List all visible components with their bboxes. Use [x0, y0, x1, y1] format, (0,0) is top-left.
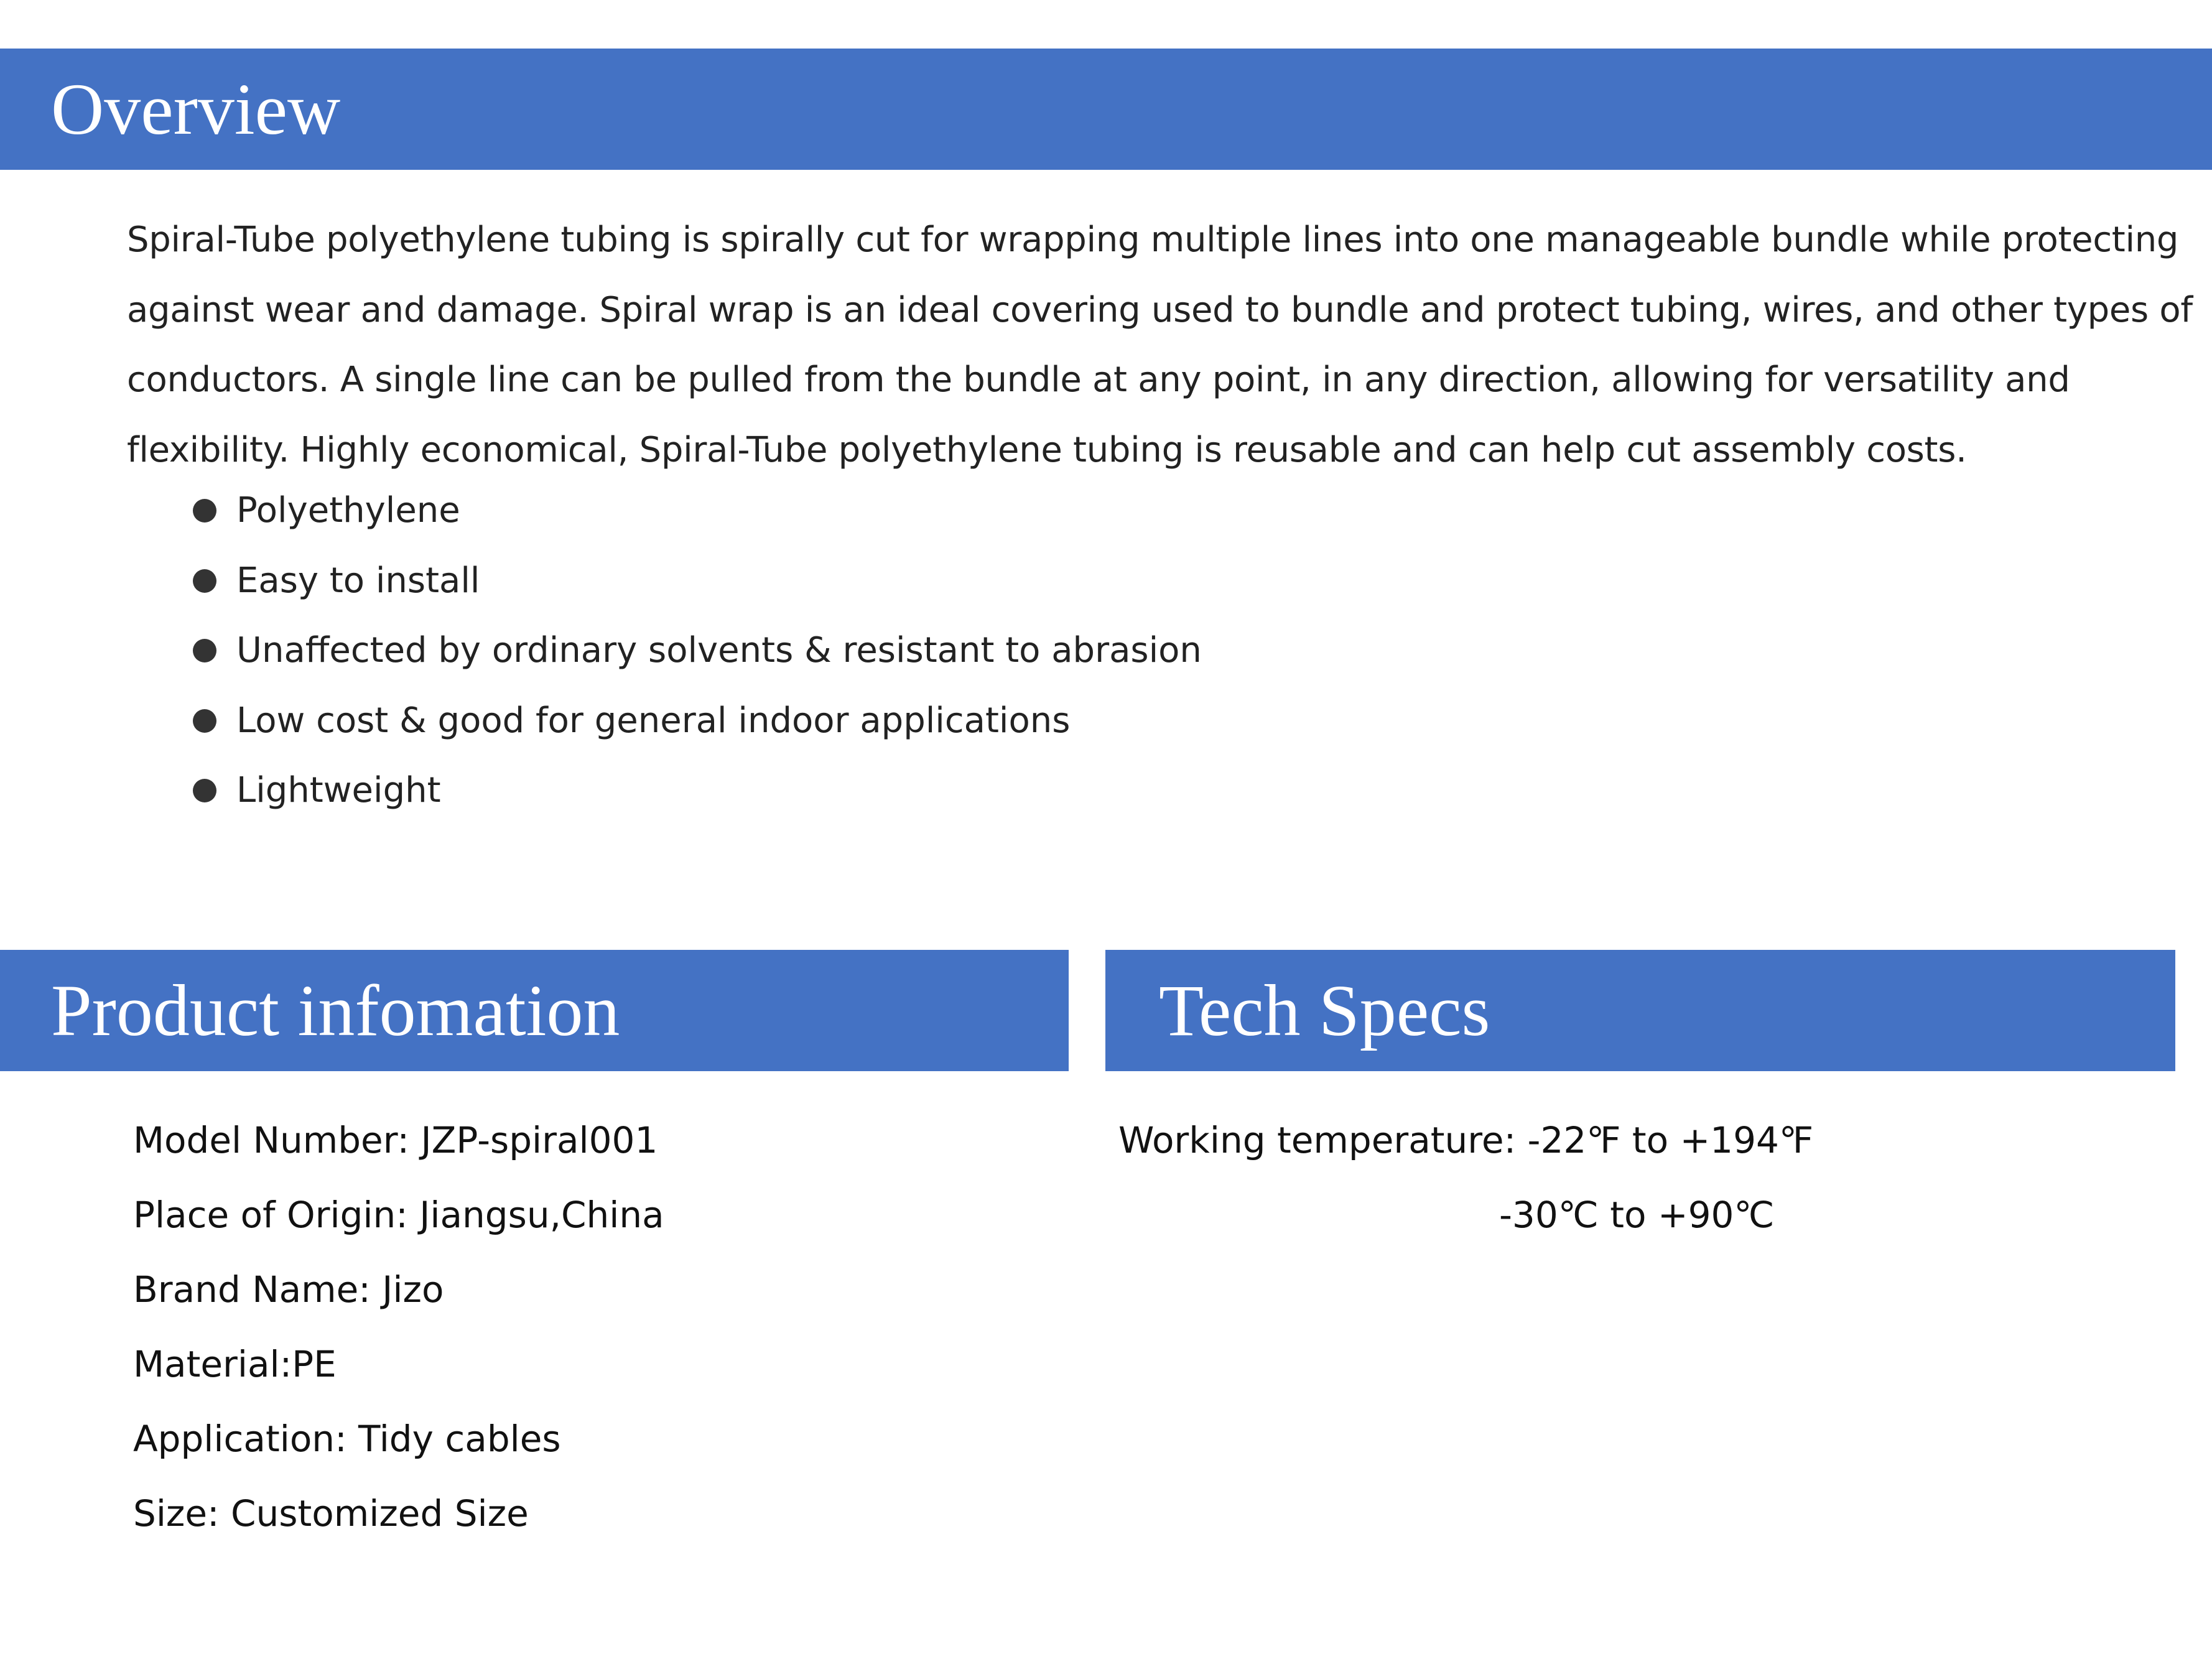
feature-text: Polyethylene [236, 490, 460, 531]
overview-heading-banner [0, 49, 2212, 170]
bullet-icon [193, 709, 216, 733]
feature-list [193, 476, 1202, 826]
feature-text: Unaffected by ordinary solvents & resistant to abrasion [236, 630, 1202, 671]
product-info-row: Size: Customized Size [133, 1492, 529, 1535]
product-info-list [133, 1103, 664, 1551]
product-info-row: Model Number: JZP-spiral001 [133, 1119, 658, 1161]
product-info-row: Place of Origin: Jiangsu,China [133, 1194, 664, 1236]
product-info-row: Application: Tidy cables [133, 1418, 561, 1460]
bullet-icon [193, 639, 216, 662]
feature-item [193, 756, 1202, 826]
tech-specs-heading-banner [1105, 950, 2175, 1071]
tech-specs-title: Tech Specs [1159, 970, 1490, 1051]
product-info-row: Brand Name: Jizo [133, 1268, 444, 1311]
overview-title: Overview [51, 68, 341, 150]
product-info-row: Material:PE [133, 1343, 337, 1385]
working-temperature-fahrenheit: Working temperature: -22℉ to +194℉ [1118, 1119, 1814, 1161]
description-line: against wear and damage. Spiral wrap is an ideal covering used to bundle and protect tubing, wires, and other types of [127, 289, 2193, 330]
description-line: flexibility. Highly economical, Spiral-Tube polyethylene tubing is reusable and can help cut assembly costs. [127, 429, 1967, 470]
bullet-icon [193, 499, 216, 523]
working-temperature-celsius: -30℃ to +90℃ [1499, 1194, 1775, 1236]
product-info-heading-banner [0, 950, 1069, 1071]
description-line: conductors. A single line can be pulled from the bundle at any point, in any direction, allowing for versatility and [127, 360, 2070, 400]
bullet-icon [193, 569, 216, 593]
description-line: Spiral-Tube polyethylene tubing is spirally cut for wrapping multiple lines into one manageable bundle while protecting [127, 220, 2179, 260]
bullet-icon [193, 779, 216, 802]
feature-text: Easy to install [236, 560, 480, 601]
feature-item [193, 686, 1202, 756]
feature-text: Lightweight [236, 770, 441, 811]
feature-item [193, 616, 1202, 686]
feature-item [193, 476, 1202, 546]
feature-item [193, 546, 1202, 616]
overview-description [127, 205, 2193, 485]
feature-text: Low cost & good for general indoor applications [236, 700, 1071, 741]
tech-specs-list [1118, 1103, 1813, 1252]
product-info-title: Product infomation [51, 970, 620, 1051]
